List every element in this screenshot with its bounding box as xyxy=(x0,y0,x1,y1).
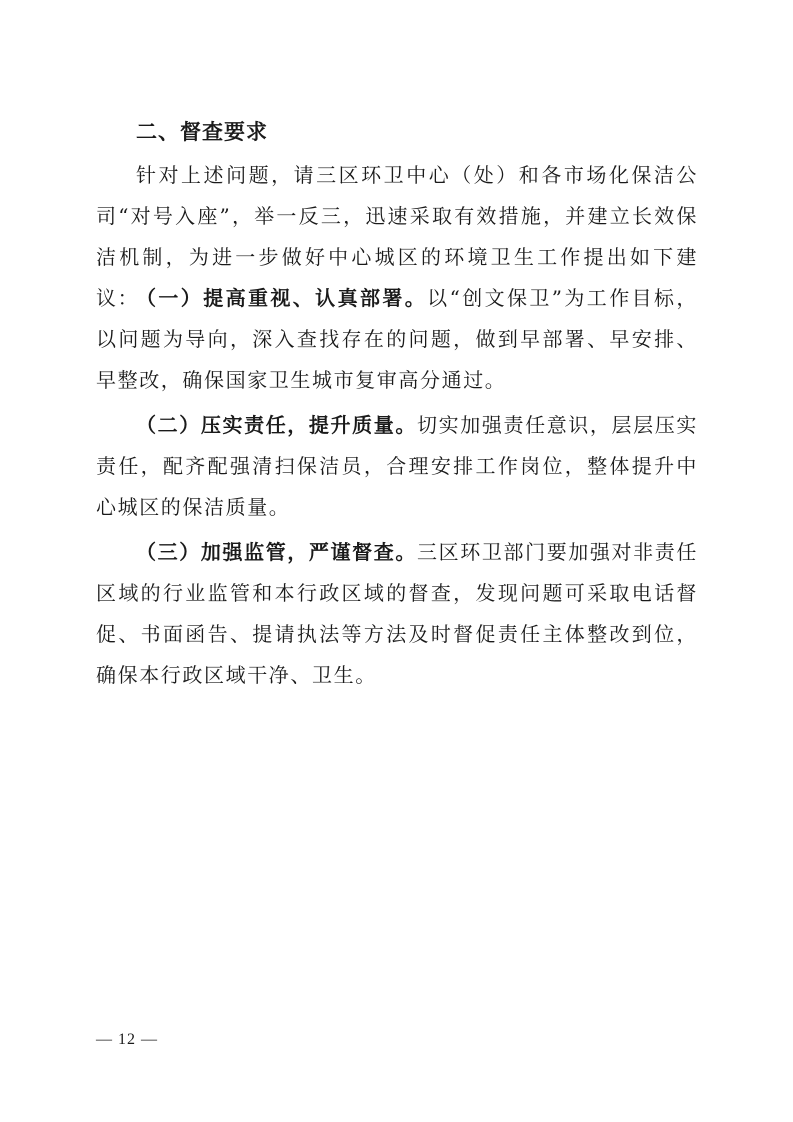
intro-paragraph-text: 针对上述问题，请三区环卫中心（处）和各市场化保洁公司“对号入座”，举一反三，迅速采取有效措施，并建立长效保洁机制，为进一步做好中心城区的环境卫生工作提出如下建议： xyxy=(96,163,698,310)
page-number: — 12 — xyxy=(96,1031,158,1048)
suggestion-3-lead: （三）加强监管，严谨督查。 xyxy=(136,540,417,564)
suggestion-2-text: 切实加强责任意识，层层压实责任，配齐配强清扫保洁员，合理安排工作岗位，整体提升中心城区的保洁质量。 xyxy=(96,413,698,519)
suggestion-paragraph-1 xyxy=(96,278,698,401)
suggestion-1-lead: （一）提高重视、认真部署。 xyxy=(136,286,428,310)
section-heading: 二、督查要求 xyxy=(136,120,268,144)
suggestion-3-text: 三区环卫部门要加强对非责任区域的行业监管和本行政区域的督查，发现问题可采取电话督促、书面函告、提请执法等方法及时督促责任主体整改到位，确保本行政区域干净、卫生。 xyxy=(96,540,698,687)
suggestion-paragraph-3 xyxy=(96,532,698,696)
suggestion-2-lead: （二）压实责任，提升质量。 xyxy=(136,413,417,437)
suggestion-1-text: 以“创文保卫”为工作目标，以问题为导向，深入查找存在的问题，做到早部署、早安排、早整改，确保国家卫生城市复审高分通过。 xyxy=(96,286,698,392)
suggestion-paragraph-2 xyxy=(96,405,698,528)
